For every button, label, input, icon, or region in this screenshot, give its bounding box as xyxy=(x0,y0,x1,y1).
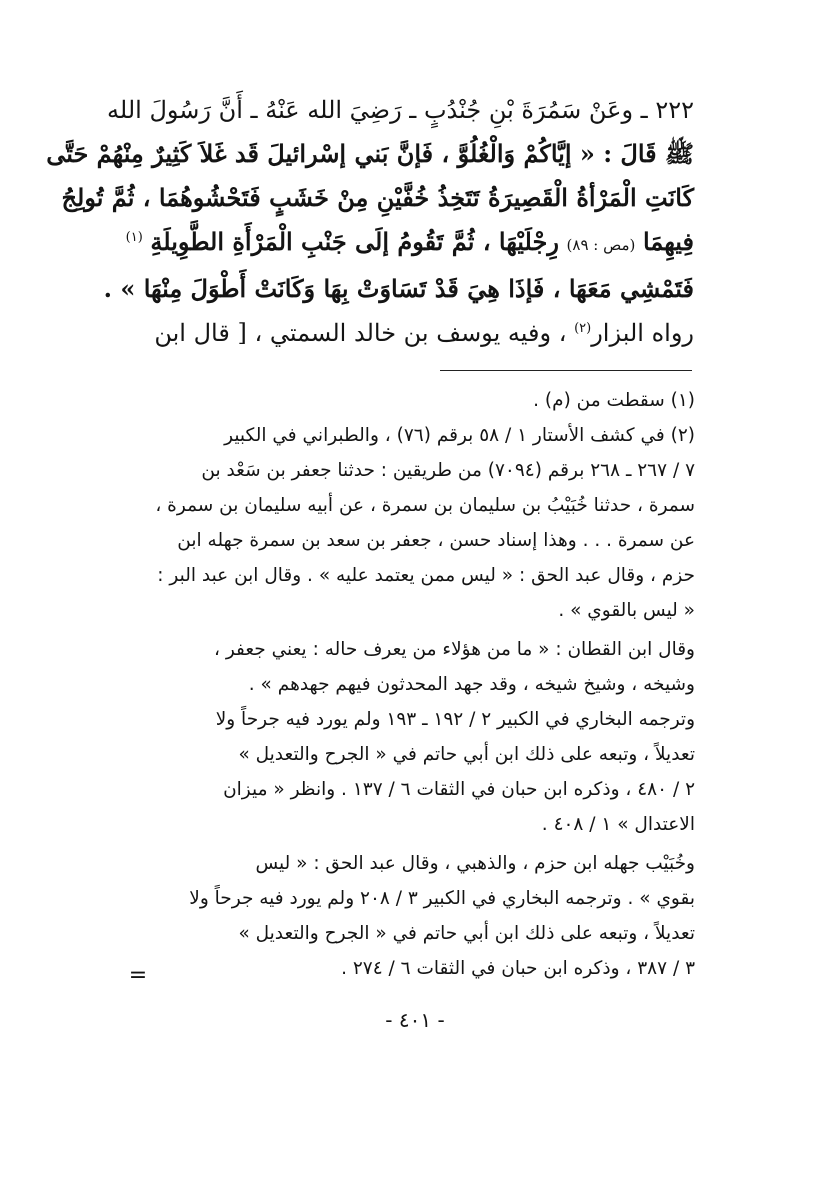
footnote-2-line: الاعتدال » ١ / ٤٠٨ . xyxy=(541,814,695,835)
footnotes xyxy=(140,383,695,986)
continuation-mark: = xyxy=(128,963,148,988)
footnote-2-line: ٢ / ٤٨٠ ، وذكره ابن حبان في الثقات ٦ / ١٣٧ . وانظر « ميزان xyxy=(223,779,695,800)
footnote-2-line: سمرة ، حدثنا خُبَيْبُ بن سليمان بن سمرة ، عن أبيه سليمان بن سمرة ، xyxy=(155,495,695,516)
footnote-2-line: « ليس بالقوي » . xyxy=(558,600,695,621)
main-line-4-rest: رِجْلَيْهَا ، ثُمَّ تَقُومُ إلَى جَنْبِ الْمَرْأَةِ الطَّوِيلَةِ xyxy=(150,227,559,256)
main-line-4 xyxy=(125,220,694,267)
footnote-2-line: وقال ابن القطان : « ما من هؤلاء من يعرف حاله : يعني جعفر ، xyxy=(213,639,695,660)
main-line-2: ﷺ قَالَ : « إيَّاكُمْ وَالْغُلُوَّ ، فَإنَّ بَني إسْرائيلَ قَد غَلاَ كَثِيرٌ مِنْهُمْ حَتَّى xyxy=(46,139,694,168)
footnote-2-line: وترجمه البخاري في الكبير ٢ / ١٩٢ ـ ١٩٣ ولم يورد فيه جرحاً ولا xyxy=(215,709,695,730)
footnote-2-line: حزم ، وقال عبد الحق : « ليس ممن يعتمد عليه » . وقال ابن عبد البر : xyxy=(157,565,695,586)
main-line-6 xyxy=(146,311,694,355)
main-line-5: فَتَمْشِي مَعَهَا ، فَإذَا هِيَ قَدْ تَسَاوَتْ بِهَا وَكَانَتْ أَطْوَلَ مِنْهَا » . xyxy=(103,274,694,303)
footnote-2-line: ٧ / ٢٦٧ ـ ٢٦٨ برقم (٧٠٩٤) من طريقين : حدثنا جعفر بن سَعْد بن xyxy=(201,460,695,481)
main-line-3: كَانَتِ الْمَرْأةُ الْقَصِيرَةُ تَتَخِذُ خُفَّيْنِ مِنْ خَشَبٍ فَتَحْشُوهُمَا ، ثُمَّ تُولِجُ xyxy=(61,183,694,212)
footnote-ref-2: (٢) xyxy=(574,321,592,336)
footnote-divider xyxy=(440,370,692,371)
footnote-2-line: بقوي » . وترجمه البخاري في الكبير ٣ / ٢٠٨ ولم يورد فيه جرحاً ولا xyxy=(189,888,695,909)
footnote-2-line: وشيخه ، وشيخ شيخه ، وقد جهد المحدثون فيهم جهدهم » . xyxy=(248,674,695,695)
main-line-1: ٢٢٢ ـ وعَنْ سَمُرَةَ بْنِ جُنْدُبٍ ـ رَضِيَ الله عَنْهُ ـ أَنَّ رَسُولَ الله xyxy=(107,96,694,124)
main-line-6-rest: ، وفيه يوسف بن خالد السمتي ، [ قال ابن xyxy=(154,319,567,347)
footnote-2-line: ٣ / ٣٨٧ ، وذكره ابن حبان في الثقات ٦ / ٢٧٤ . xyxy=(341,958,695,979)
footnote-1: (١) سقطت من (م) . xyxy=(533,390,695,411)
footnote-ref-1: (١) xyxy=(125,230,143,245)
footnote-2-line: عن سمرة . . . وهذا إسناد حسن ، جعفر بن سعد بن سمرة جهله ابن xyxy=(177,530,695,551)
manuscript-page-ref: (مص : ٨٩) xyxy=(566,236,636,254)
page-number: - ٤٠١ - xyxy=(385,1008,445,1032)
narrator-text: رواه البزار xyxy=(591,319,694,347)
footnote-2-line: (٢) في كشف الأستار ١ / ٥٨ برقم (٧٦) ، والطبراني في الكبير xyxy=(224,425,695,446)
main-line-4-start: فِيهِمَا xyxy=(643,227,694,256)
footnote-2-line: تعديلاً ، وتبعه على ذلك ابن أبي حاتم في « الجرح والتعديل » xyxy=(238,923,695,944)
footnote-2-line: وخُبَيْب جهله ابن حزم ، والذهبي ، وقال عبد الحق : « ليس xyxy=(255,853,695,874)
footnote-2-line: تعديلاً ، وتبعه على ذلك ابن أبي حاتم في « الجرح والتعديل » xyxy=(238,744,695,765)
hadith-text xyxy=(46,88,694,355)
